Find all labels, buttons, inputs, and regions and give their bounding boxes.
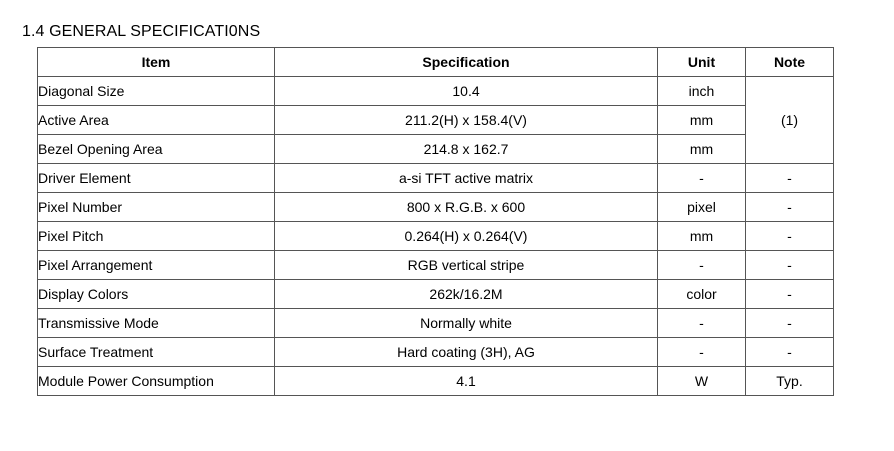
section-title: 1.4 GENERAL SPECIFICATI0NS [22, 23, 261, 40]
spec-cell: 0.264(H) x 0.264(V) [275, 222, 658, 251]
table-row [38, 338, 834, 367]
spec-cell: 10.4 [275, 77, 658, 106]
header-item: Item [38, 48, 275, 77]
note-cell-merged: (1) [746, 77, 834, 164]
table-row [38, 367, 834, 396]
note-cell: - [746, 193, 834, 222]
unit-cell: - [658, 164, 746, 193]
item-cell: Bezel Opening Area [38, 135, 275, 164]
item-cell: Active Area [38, 106, 275, 135]
header-note: Note [746, 48, 834, 77]
spec-cell: Normally white [275, 309, 658, 338]
unit-cell: inch [658, 77, 746, 106]
table-row [38, 193, 834, 222]
table-row [38, 135, 834, 164]
item-cell: Driver Element [38, 164, 275, 193]
spec-cell: 800 x R.G.B. x 600 [275, 193, 658, 222]
spec-cell: 4.1 [275, 367, 658, 396]
spec-cell: a-si TFT active matrix [275, 164, 658, 193]
table-row [38, 77, 834, 106]
table-header-row [38, 48, 834, 77]
unit-cell: pixel [658, 193, 746, 222]
unit-cell: mm [658, 222, 746, 251]
item-cell: Surface Treatment [38, 338, 275, 367]
spec-cell: 262k/16.2M [275, 280, 658, 309]
unit-cell: mm [658, 106, 746, 135]
unit-cell: - [658, 338, 746, 367]
spec-table [37, 47, 834, 396]
item-cell: Pixel Arrangement [38, 251, 275, 280]
unit-cell: mm [658, 135, 746, 164]
note-cell: Typ. [746, 367, 834, 396]
note-cell: - [746, 251, 834, 280]
table-row [38, 309, 834, 338]
unit-cell: - [658, 309, 746, 338]
table-row [38, 164, 834, 193]
item-cell: Diagonal Size [38, 77, 275, 106]
item-cell: Transmissive Mode [38, 309, 275, 338]
spec-cell: Hard coating (3H), AG [275, 338, 658, 367]
spec-cell: 211.2(H) x 158.4(V) [275, 106, 658, 135]
spec-cell: RGB vertical stripe [275, 251, 658, 280]
unit-cell: color [658, 280, 746, 309]
note-cell: - [746, 338, 834, 367]
note-cell: - [746, 222, 834, 251]
note-cell: - [746, 164, 834, 193]
spec-cell: 214.8 x 162.7 [275, 135, 658, 164]
note-cell: - [746, 309, 834, 338]
table-row [38, 280, 834, 309]
note-cell: - [746, 280, 834, 309]
unit-cell: W [658, 367, 746, 396]
item-cell: Pixel Pitch [38, 222, 275, 251]
table-row [38, 106, 834, 135]
header-specification: Specification [275, 48, 658, 77]
item-cell: Module Power Consumption [38, 367, 275, 396]
item-cell: Display Colors [38, 280, 275, 309]
header-unit: Unit [658, 48, 746, 77]
unit-cell: - [658, 251, 746, 280]
item-cell: Pixel Number [38, 193, 275, 222]
table-row [38, 222, 834, 251]
table-row [38, 251, 834, 280]
